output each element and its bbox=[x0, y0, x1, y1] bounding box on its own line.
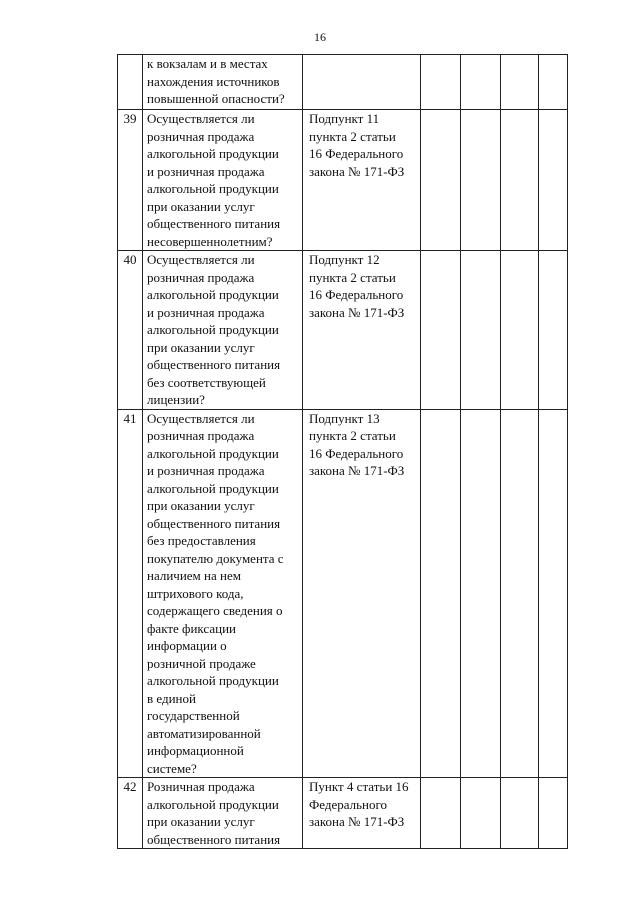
requirement-line: розничная продажа bbox=[147, 128, 255, 144]
requirement-line: розничная продажа bbox=[147, 428, 255, 443]
table-row bbox=[118, 55, 568, 110]
requirement-line: факте фиксации bbox=[147, 620, 236, 636]
requirement-line: общественного питания bbox=[147, 216, 281, 231]
requirement-line: несовершеннолетним? bbox=[147, 233, 273, 249]
answer-cell[interactable] bbox=[539, 251, 568, 410]
legal-reference-line: Подпункт 13 bbox=[309, 410, 380, 426]
requirements-table bbox=[117, 54, 568, 849]
requirement-line: при оказании услуг bbox=[147, 814, 255, 829]
requirement-line: общественного питания bbox=[147, 831, 281, 847]
legal-reference-line: Подпункт 11 bbox=[309, 111, 380, 126]
requirement-line: при оказании услуг bbox=[147, 498, 255, 513]
requirement-line: при оказании услуг bbox=[147, 339, 255, 355]
answer-cell[interactable] bbox=[421, 55, 461, 110]
requirement-cell bbox=[143, 409, 303, 778]
requirement-line: алкогольной продукции bbox=[147, 673, 279, 688]
legal-reference-line: закона № 171-ФЗ bbox=[309, 814, 405, 829]
legal-reference-line: пункта 2 статьи bbox=[309, 428, 396, 443]
legal-reference-cell bbox=[303, 55, 421, 110]
answer-cell[interactable] bbox=[421, 778, 461, 849]
requirement-line: алкогольной продукции bbox=[147, 796, 279, 812]
requirement-line: и розничная продажа bbox=[147, 304, 265, 320]
requirement-line: информации о bbox=[147, 638, 227, 653]
requirement-line: покупателю документа с bbox=[147, 550, 284, 566]
requirement-line: Осуществляется ли bbox=[147, 252, 255, 267]
legal-reference-line: Подпункт 12 bbox=[309, 252, 380, 267]
requirement-cell bbox=[143, 778, 303, 849]
requirement-line: штрихового кода, bbox=[147, 585, 244, 601]
answer-cell[interactable] bbox=[461, 778, 501, 849]
row-number: 40 bbox=[118, 251, 143, 410]
answer-cell[interactable] bbox=[539, 409, 568, 778]
legal-reference-cell bbox=[303, 778, 421, 849]
table-row bbox=[118, 251, 568, 410]
answer-cell[interactable] bbox=[501, 110, 539, 251]
requirement-line: общественного питания bbox=[147, 357, 281, 372]
answer-cell[interactable] bbox=[461, 251, 501, 410]
requirement-line: нахождения источников bbox=[147, 73, 280, 89]
page-number: 16 bbox=[314, 30, 326, 44]
requirement-line: алкогольной продукции bbox=[147, 181, 279, 196]
legal-reference-line: Пункт 4 статьи 16 bbox=[309, 779, 409, 794]
requirement-line: автоматизированной bbox=[147, 725, 261, 741]
answer-cell[interactable] bbox=[501, 55, 539, 110]
requirement-line: и розничная продажа bbox=[147, 463, 265, 478]
requirement-cell bbox=[143, 251, 303, 410]
requirement-line: алкогольной продукции bbox=[147, 287, 279, 302]
requirement-line: информационной bbox=[147, 743, 244, 758]
answer-cell[interactable] bbox=[461, 55, 501, 110]
answer-cell[interactable] bbox=[501, 251, 539, 410]
answer-cell[interactable] bbox=[539, 778, 568, 849]
answer-cell[interactable] bbox=[421, 251, 461, 410]
answer-cell[interactable] bbox=[539, 110, 568, 251]
requirement-line: в единой bbox=[147, 690, 196, 706]
requirement-line: алкогольной продукции bbox=[147, 146, 279, 161]
table-row bbox=[118, 409, 568, 778]
legal-reference-line: 16 Федерального bbox=[309, 287, 404, 302]
requirement-line: без предоставления bbox=[147, 533, 256, 548]
legal-reference-line: пункта 2 статьи bbox=[309, 269, 396, 285]
answer-cell[interactable] bbox=[421, 110, 461, 251]
answer-cell[interactable] bbox=[461, 110, 501, 251]
requirement-line: к вокзалам и в местах bbox=[147, 56, 268, 71]
requirement-line: общественного питания bbox=[147, 515, 281, 531]
requirement-line: алкогольной продукции bbox=[147, 322, 279, 337]
requirement-line: содержащего сведения о bbox=[147, 603, 283, 618]
requirement-line: лицензии? bbox=[147, 392, 205, 407]
requirement-line: алкогольной продукции bbox=[147, 480, 279, 496]
legal-reference-line: 16 Федерального bbox=[309, 445, 404, 461]
legal-reference-line: закона № 171-ФЗ bbox=[309, 163, 405, 179]
row-number: 41 bbox=[118, 409, 143, 778]
legal-reference-cell bbox=[303, 110, 421, 251]
requirement-line: государственной bbox=[147, 708, 240, 723]
answer-cell[interactable] bbox=[501, 778, 539, 849]
requirement-line: системе? bbox=[147, 760, 197, 776]
legal-reference-line: пункта 2 статьи bbox=[309, 128, 396, 144]
requirement-line: при оказании услуг bbox=[147, 198, 255, 214]
requirement-cell bbox=[143, 110, 303, 251]
legal-reference-line: 16 Федерального bbox=[309, 146, 404, 161]
requirement-line: розничной продаже bbox=[147, 655, 256, 671]
requirement-line: алкогольной продукции bbox=[147, 445, 279, 461]
requirement-line: розничная продажа bbox=[147, 269, 255, 285]
requirement-cell bbox=[143, 55, 303, 110]
answer-cell[interactable] bbox=[539, 55, 568, 110]
row-number bbox=[118, 55, 143, 110]
legal-reference-cell bbox=[303, 409, 421, 778]
legal-reference-cell bbox=[303, 251, 421, 410]
answer-cell[interactable] bbox=[421, 409, 461, 778]
requirement-line: Розничная продажа bbox=[147, 779, 255, 794]
requirement-line: и розничная продажа bbox=[147, 163, 265, 179]
table-row bbox=[118, 110, 568, 251]
answer-cell[interactable] bbox=[461, 409, 501, 778]
requirement-line: повышенной опасности? bbox=[147, 91, 285, 106]
answer-cell[interactable] bbox=[501, 409, 539, 778]
legal-reference-line: Федерального bbox=[309, 796, 388, 812]
row-number: 42 bbox=[118, 778, 143, 849]
requirement-line: без соответствующей bbox=[147, 374, 266, 390]
table-row bbox=[118, 778, 568, 849]
requirement-line: Осуществляется ли bbox=[147, 410, 255, 426]
legal-reference-line: закона № 171-ФЗ bbox=[309, 463, 405, 478]
row-number: 39 bbox=[118, 110, 143, 251]
requirement-line: наличием на нем bbox=[147, 568, 241, 583]
legal-reference-line: закона № 171-ФЗ bbox=[309, 304, 405, 320]
requirement-line: Осуществляется ли bbox=[147, 111, 255, 126]
